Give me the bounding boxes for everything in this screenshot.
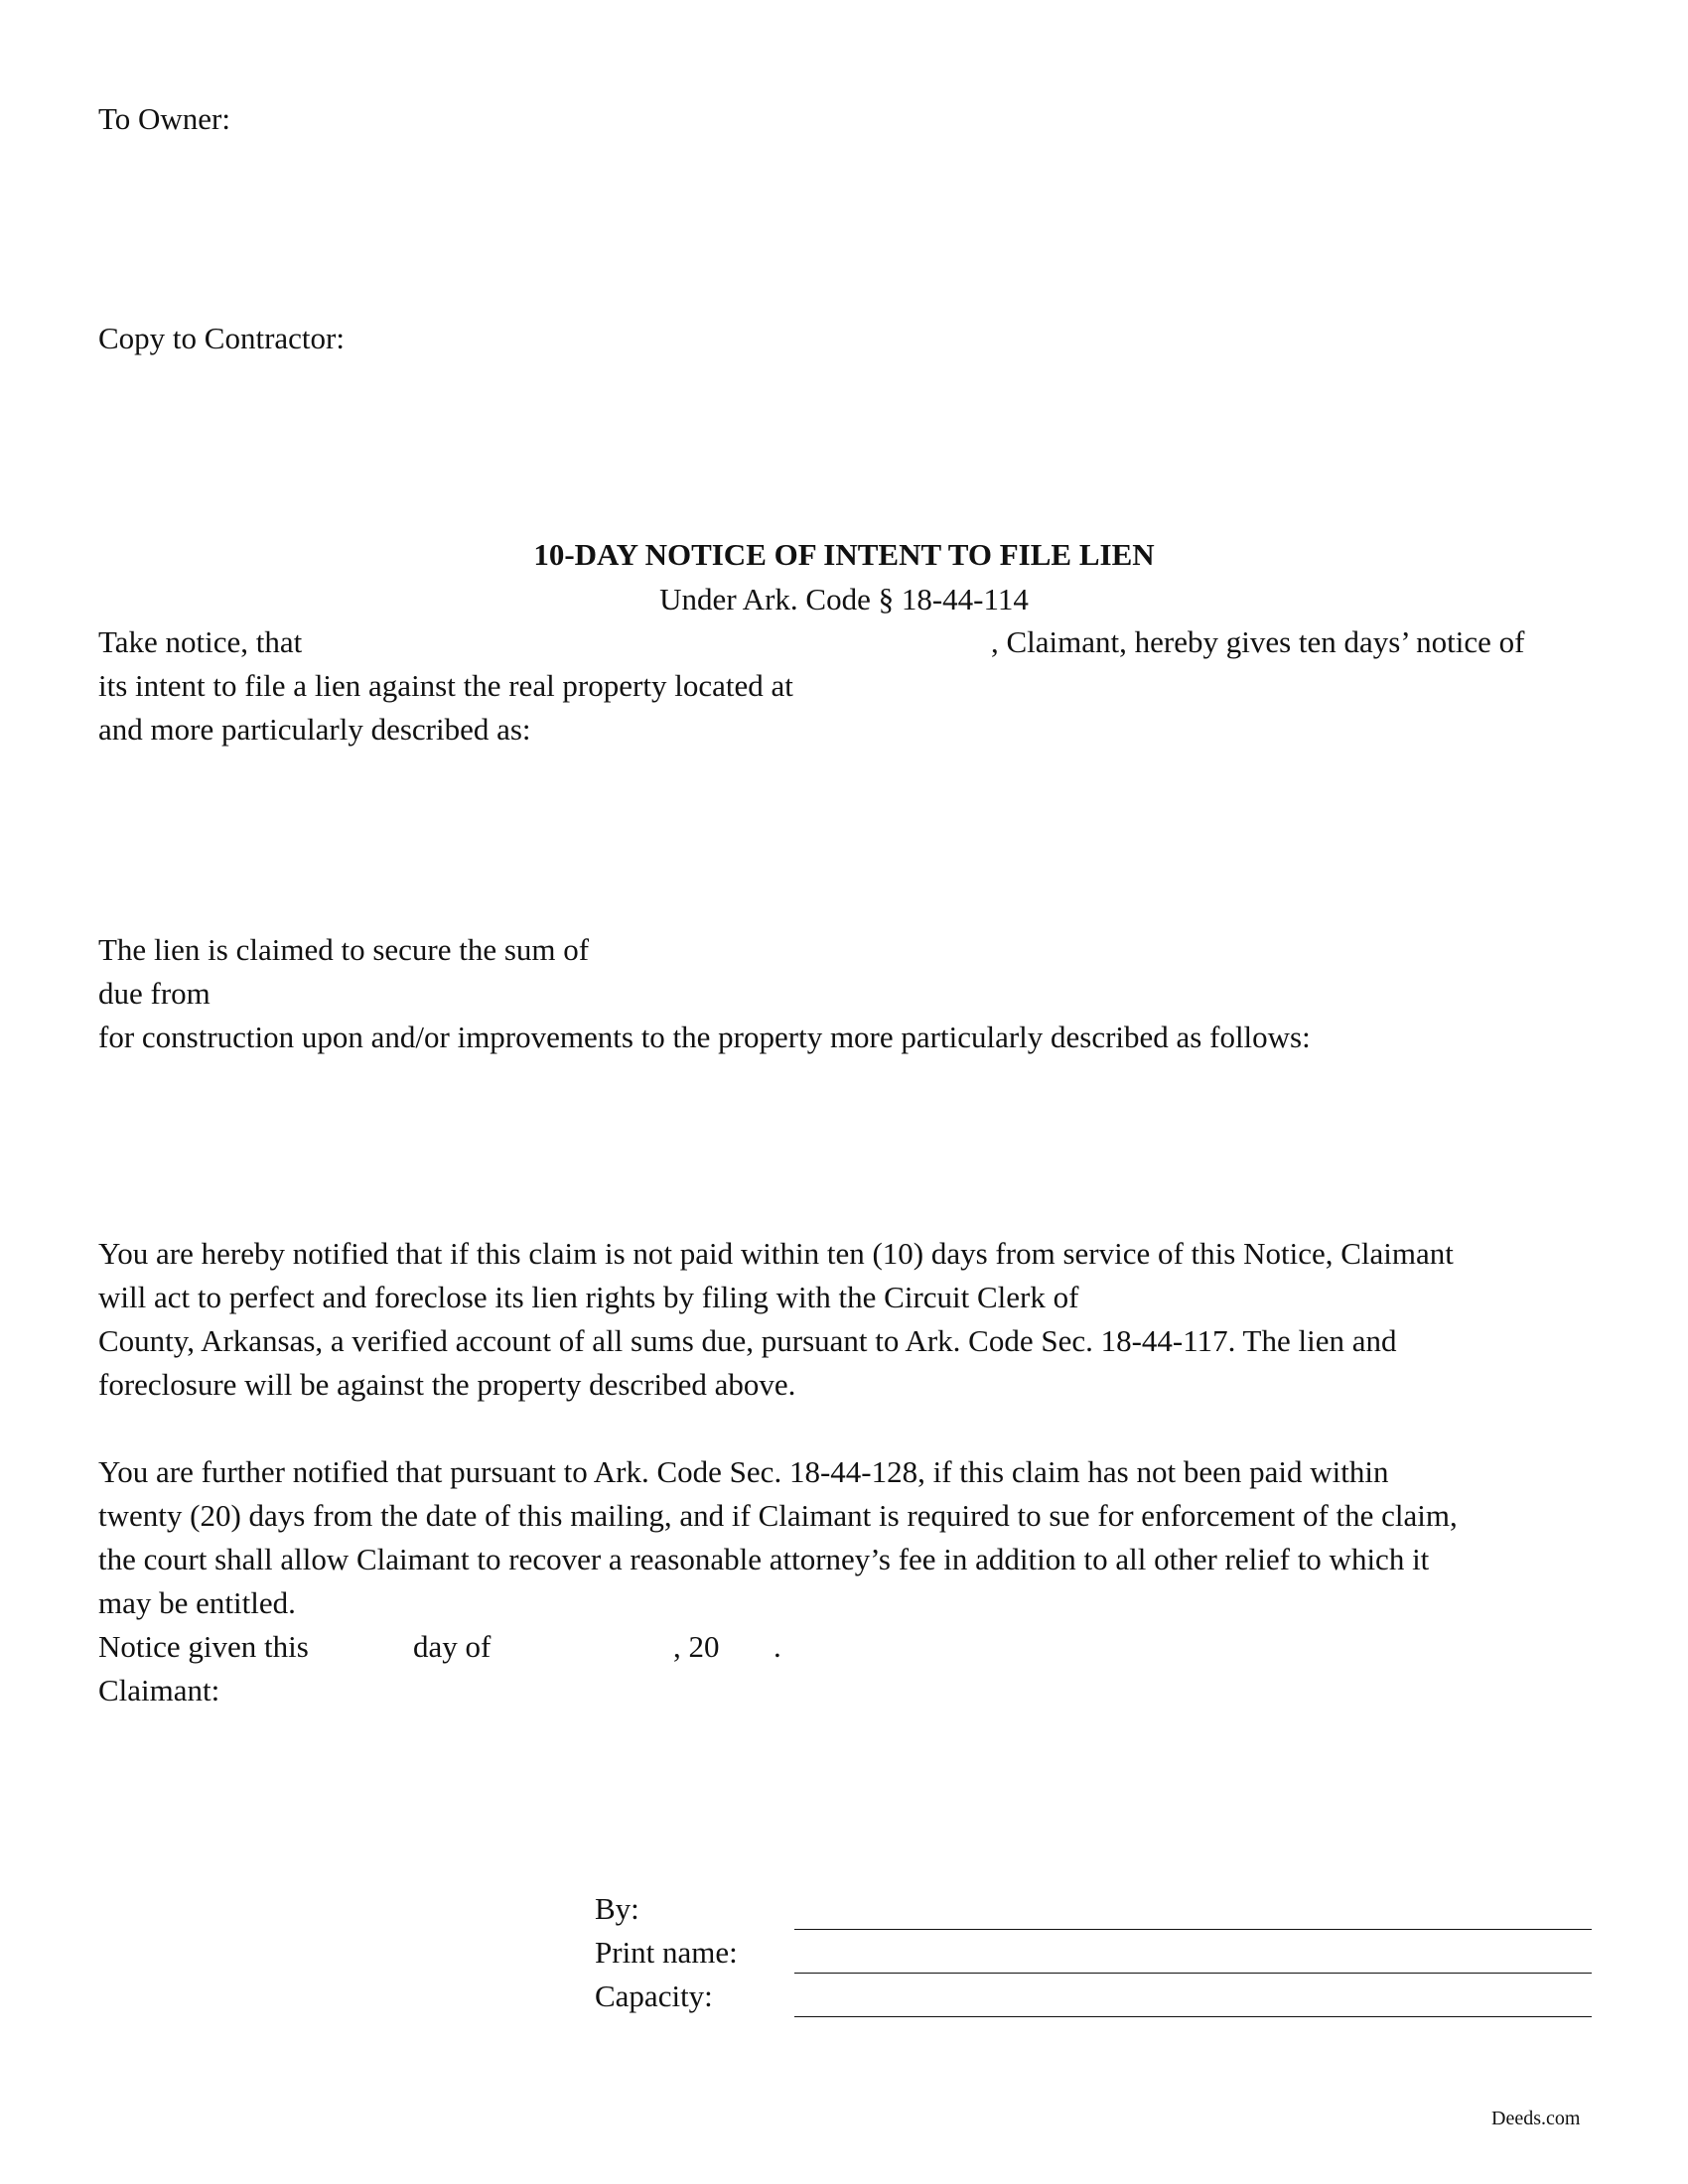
sum-line2: due from (98, 976, 211, 1011)
sum-line3: for construction upon and/or improvements to the property more particularly described as follows: (98, 1020, 1311, 1054)
paragraph2-line4: may be entitled. (98, 1585, 296, 1620)
capacity-label: Capacity: (595, 1979, 713, 2013)
paragraph2-line3: the court shall allow Claimant to recover a reasonable attorney’s fee in addition to all other relief to which it (98, 1542, 1430, 1576)
notice-line1-left: Take notice, that (98, 624, 303, 659)
paragraph2-line1: You are further notified that pursuant to Ark. Code Sec. 18-44-128, if this claim has not been paid within (98, 1454, 1389, 1489)
sum-line1: The lien is claimed to secure the sum of (98, 932, 590, 967)
print-name-line[interactable] (794, 1973, 1592, 1974)
copy-to-contractor-label: Copy to Contractor: (98, 321, 345, 355)
paragraph1-line4: foreclosure will be against the property described above. (98, 1367, 796, 1402)
paragraph1-line1: You are hereby notified that if this claim is not paid within ten (10) days from service of this Notice, Claimant (98, 1236, 1454, 1271)
notice-line1-right: , Claimant, hereby gives ten days’ notice of (991, 624, 1525, 659)
paragraph1-line3: County, Arkansas, a verified account of all sums due, pursuant to Ark. Code Sec. 18-44-117. The lien and (98, 1323, 1397, 1358)
document-title: 10-DAY NOTICE OF INTENT TO FILE LIEN (533, 537, 1155, 572)
footer-brand: Deeds.com (1491, 2108, 1581, 2129)
date-period: . (774, 1629, 781, 1664)
capacity-line[interactable] (794, 2016, 1592, 2017)
print-name-label: Print name: (595, 1935, 738, 1970)
claimant-label: Claimant: (98, 1673, 220, 1707)
paragraph2-line2: twenty (20) days from the date of this mailing, and if Claimant is required to sue for enforcement of the claim, (98, 1498, 1458, 1533)
notice-line2: its intent to file a lien against the real property located at (98, 668, 793, 703)
by-label: By: (595, 1891, 639, 1926)
notice-given-label: Notice given this (98, 1629, 309, 1664)
notice-line3: and more particularly described as: (98, 712, 531, 747)
to-owner-label: To Owner: (98, 101, 230, 136)
by-signature-line[interactable] (794, 1929, 1592, 1930)
year-label: , 20 (673, 1629, 720, 1664)
document-subtitle: Under Ark. Code § 18-44-114 (659, 582, 1029, 616)
paragraph1-line2: will act to perfect and foreclose its lien rights by filing with the Circuit Clerk of (98, 1280, 1079, 1314)
day-of-label: day of (413, 1629, 492, 1664)
